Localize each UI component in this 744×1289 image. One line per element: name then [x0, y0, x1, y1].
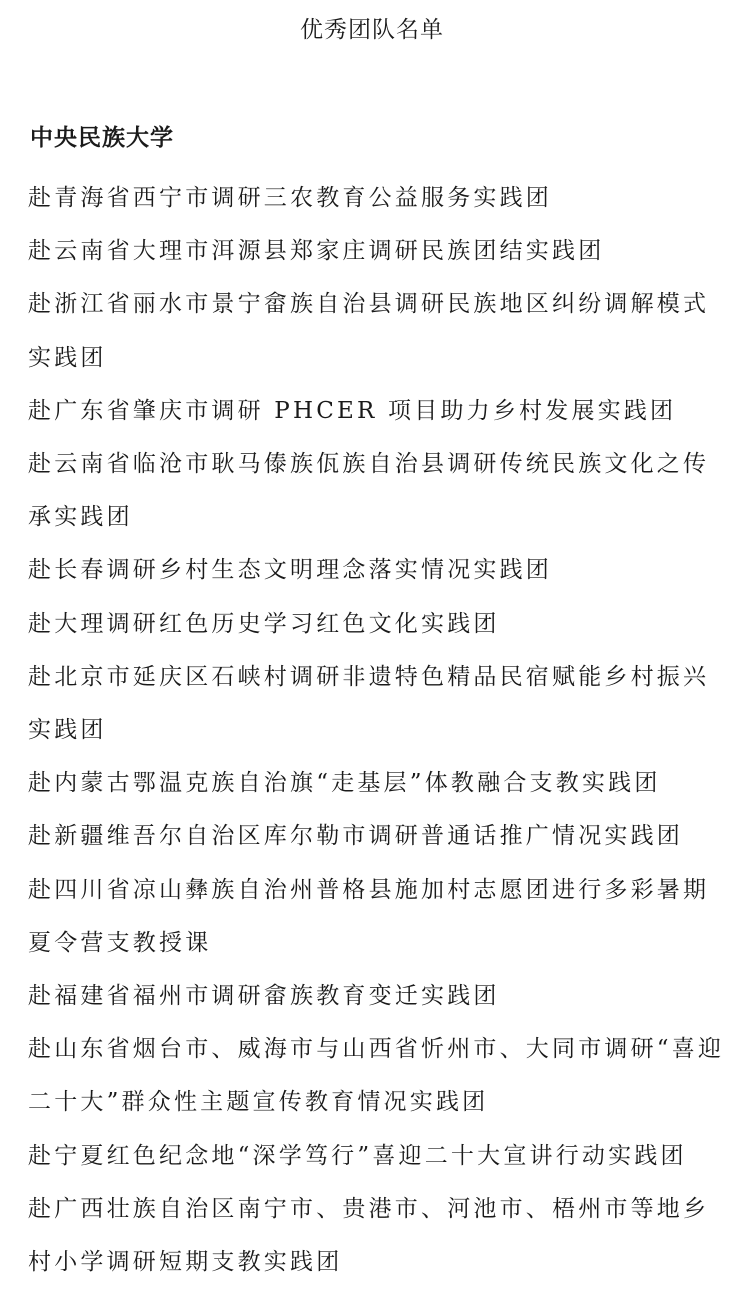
- list-item: 赴广东省肇庆市调研 PHCER 项目助力乡村发展实践团: [28, 397, 677, 424]
- list-item: 赴内蒙古鄂温克族自治旗“走基层”体教融合支教实践团: [28, 770, 661, 797]
- list-item: 赴四川省凉山彝族自治州普格县施加村志愿团进行多彩暑期夏令营支教授课: [28, 876, 710, 956]
- list-item: 赴云南省临沧市耿马傣族佤族自治县调研传统民族文化之传承实践团: [28, 451, 710, 531]
- list-item: 赴福建省福州市调研畲族教育变迁实践团: [28, 983, 500, 1010]
- list-item: 赴大理调研红色历史学习红色文化实践团: [28, 610, 500, 637]
- list-item: 赴北京市延庆区石峡村调研非遗特色精品民宿赋能乡村振兴实践团: [28, 663, 710, 744]
- document-title: 优秀团队名单: [300, 17, 444, 43]
- list-item: 赴新疆维吾尔自治区库尔勒市调研普通话推广情况实践团: [28, 823, 683, 850]
- list-item: 赴宁夏红色纪念地“深学笃行”喜迎二十大宣讲行动实践团: [28, 1142, 687, 1169]
- list-item: 赴长春调研乡村生态文明理念落实情况实践团: [28, 557, 552, 584]
- list-item: 赴青海省西宁市调研三农教育公益服务实践团: [28, 185, 552, 211]
- list-item: 赴浙江省丽水市景宁畲族自治县调研民族地区纠纷调解模式实践团: [28, 291, 710, 371]
- list-item: 赴云南省大理市洱源县郑家庄调研民族团结实践团: [28, 238, 605, 265]
- team-list: [28, 172, 728, 1289]
- list-item: 赴广西壮族自治区南宁市、贵港市、河池市、梧州市等地乡村小学调研短期支教实践团: [28, 1195, 710, 1276]
- list-item: 赴山东省烟台市、威海市与山西省忻州市、大同市调研“喜迎二十大”群众性主题宣传教育情况实践团: [28, 1036, 725, 1116]
- organization-heading: 中央民族大学: [30, 125, 174, 151]
